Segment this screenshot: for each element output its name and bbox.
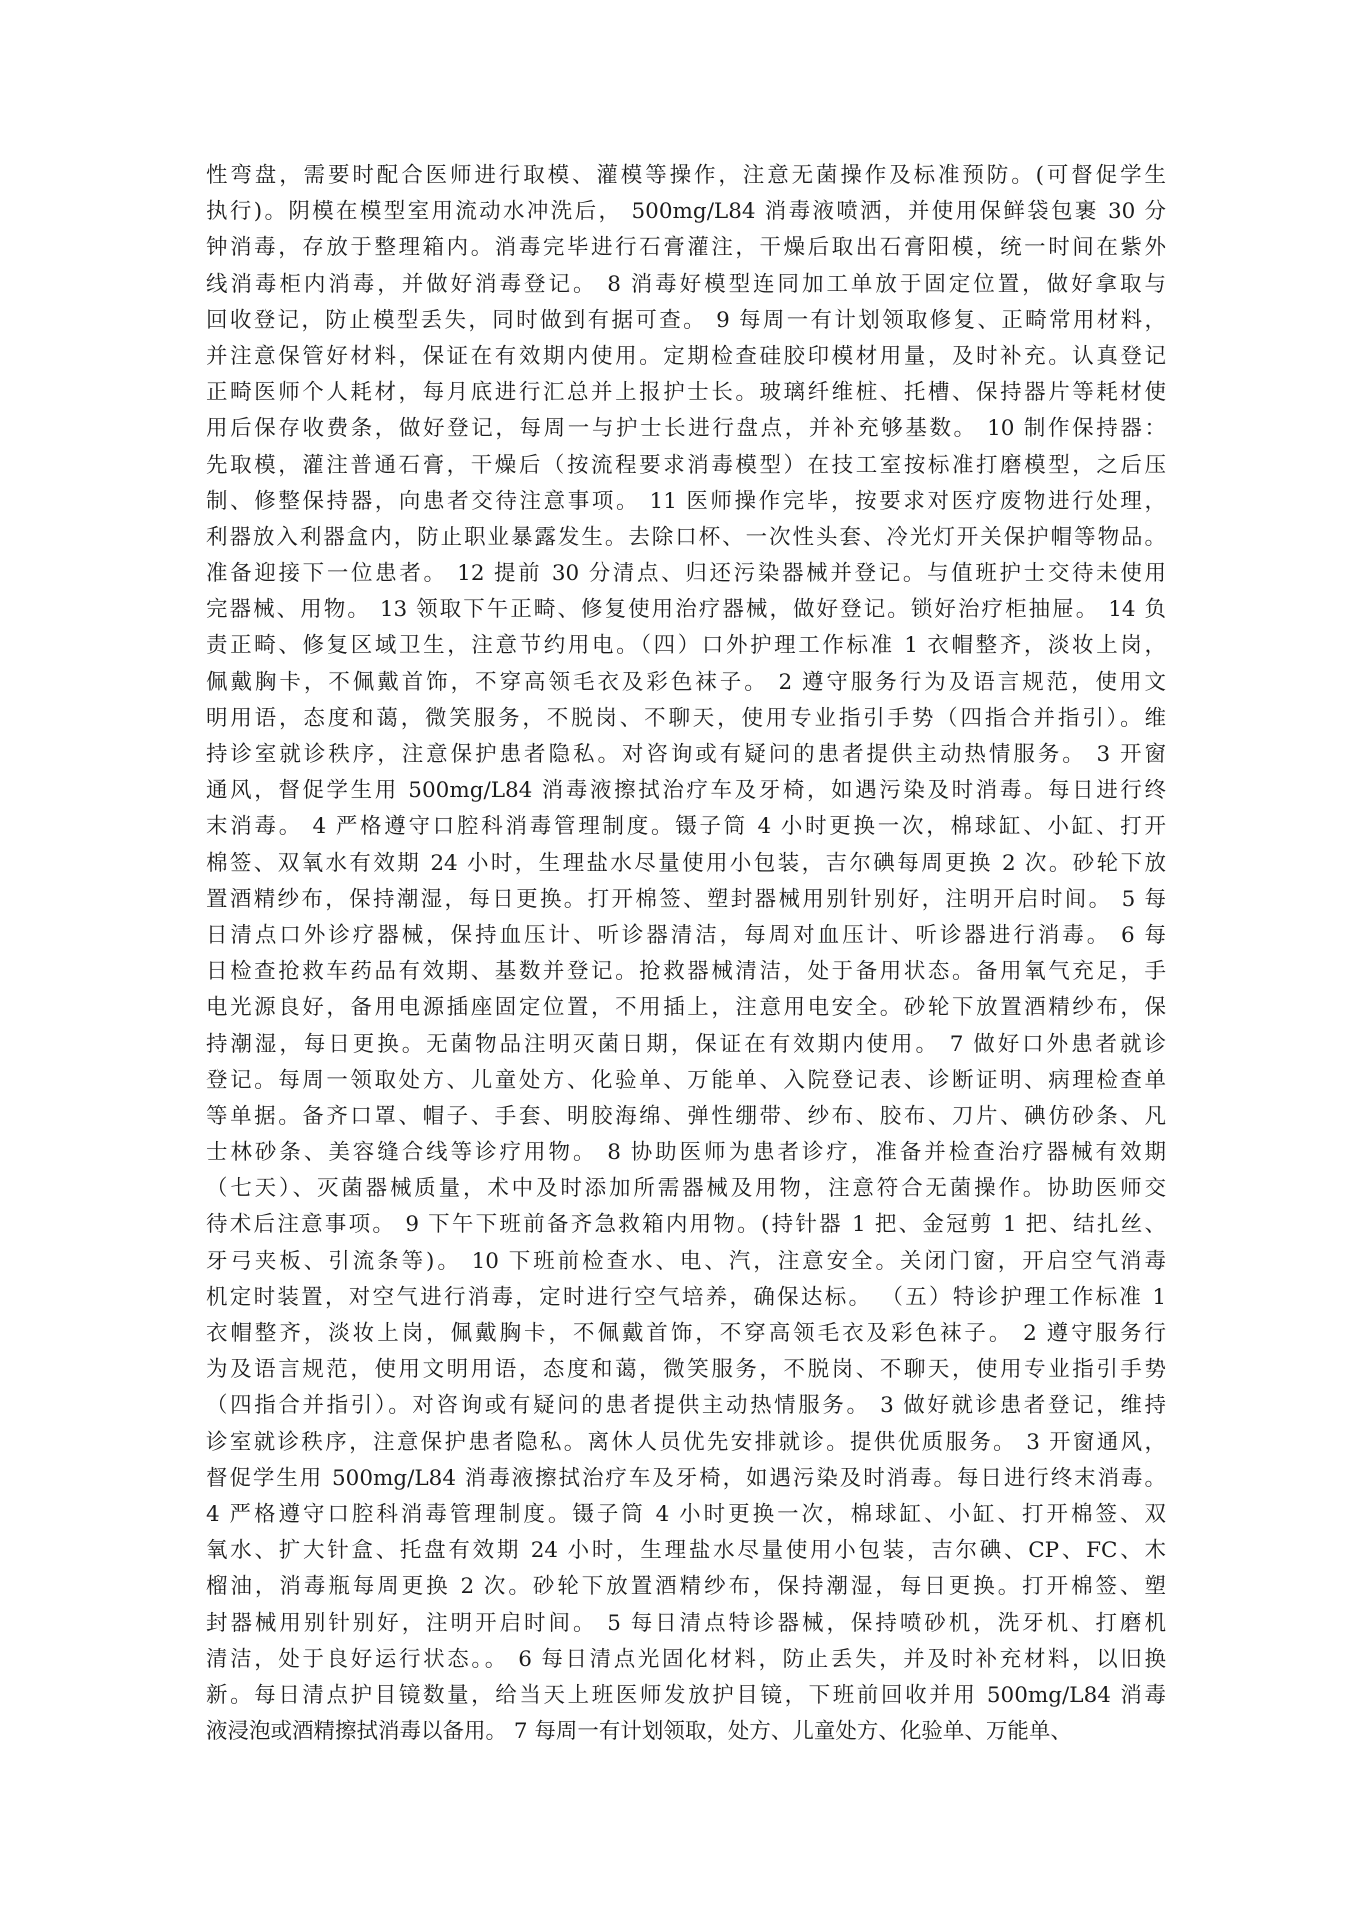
text-line: 日清点口外诊疗器械，保持血压计、听诊器清洁，每周对血压计、听诊器进行消毒。 6 每 bbox=[206, 922, 1166, 948]
body-text bbox=[206, 158, 1166, 1750]
text-line: 登记。每周一领取处方、儿童处方、化验单、万能单、入院登记表、诊断证明、病理检查单 bbox=[206, 1067, 1166, 1093]
text-line: 用后保存收费条，做好登记，每周一与护士长进行盘点，并补充够基数。 10 制作保持器： bbox=[206, 416, 1166, 442]
text-line: 置酒精纱布，保持潮湿，每日更换。打开棉签、塑封器械用别针别好，注明开启时间。 5 每 bbox=[206, 886, 1166, 912]
text-line: 制、修整保持器，向患者交待注意事项。 11 医师操作完毕，按要求对医疗废物进行处理， bbox=[206, 488, 1166, 514]
text-line: 日检查抢救车药品有效期、基数并登记。抢救器械清洁，处于备用状态。备用氧气充足，手 bbox=[206, 959, 1166, 985]
text-line: （七天）、灭菌器械质量，术中及时添加所需器械及用物，注意符合无菌操作。协助医师交 bbox=[206, 1176, 1166, 1202]
text-line: 诊室就诊秩序，注意保护患者隐私。离休人员优先安排就诊。提供优质服务。 3 开窗通风， bbox=[206, 1429, 1166, 1455]
text-line: 先取模，灌注普通石膏，干燥后（按流程要求消毒模型）在技工室按标准打磨模型，之后压 bbox=[206, 452, 1166, 478]
text-line: 并注意保管好材料，保证在有效期内使用。定期检查硅胶印模材用量，及时补充。认真登记 bbox=[206, 343, 1166, 369]
text-line: （四指合并指引）。对咨询或有疑问的患者提供主动热情服务。 3 做好就诊患者登记，维持 bbox=[206, 1393, 1166, 1419]
text-line: 佩戴胸卡，不佩戴首饰，不穿高领毛衣及彩色袜子。 2 遵守服务行为及语言规范，使用文 bbox=[206, 669, 1166, 695]
text-line: 执行)。阴模在模型室用流动水冲洗后， 500mg/L84 消毒液喷洒，并使用保鲜袋包裹 30 分 bbox=[206, 199, 1166, 225]
text-line: 性弯盘，需要时配合医师进行取模、灌模等操作，注意无菌操作及标准预防。(可督促学生 bbox=[206, 163, 1166, 188]
text-line: 通风，督促学生用 500mg/L84 消毒液擦拭治疗车及牙椅，如遇污染及时消毒。每日进行终 bbox=[206, 778, 1166, 804]
text-line: 榴油，消毒瓶每周更换 2 次。砂轮下放置酒精纱布，保持潮湿，每日更换。打开棉签、塑 bbox=[206, 1574, 1166, 1600]
text-line: 准备迎接下一位患者。 12 提前 30 分清点、归还污染器械并登记。与值班护士交待未使用 bbox=[206, 561, 1166, 587]
text-line: 牙弓夹板、引流条等)。 10 下班前检查水、电、汽，注意安全。关闭门窗，开启空气消毒 bbox=[206, 1248, 1166, 1274]
text-line: 封器械用别针别好，注明开启时间。 5 每日清点特诊器械，保持喷砂机，洗牙机、打磨机 bbox=[206, 1610, 1166, 1636]
text-line: 衣帽整齐，淡妆上岗，佩戴胸卡，不佩戴首饰，不穿高领毛衣及彩色袜子。 2 遵守服务行 bbox=[206, 1321, 1166, 1346]
text-line: 清洁，处于良好运行状态。。 6 每日清点光固化材料，防止丢失，并及时补充材料，以旧换 bbox=[206, 1646, 1166, 1672]
text-line: 持潮湿，每日更换。无菌物品注明灭菌日期，保证在有效期内使用。 7 做好口外患者就诊 bbox=[206, 1031, 1166, 1057]
text-line: 线消毒柜内消毒，并做好消毒登记。 8 消毒好模型连同加工单放于固定位置，做好拿取与 bbox=[206, 271, 1166, 297]
text-line: 棉签、双氧水有效期 24 小时，生理盐水尽量使用小包装，吉尔碘每周更换 2 次。砂轮下放 bbox=[206, 850, 1166, 876]
text-line: 责正畸、修复区域卫生，注意节约用电。（四）口外护理工作标准 1 衣帽整齐，淡妆上岗， bbox=[206, 633, 1166, 659]
text-line: 完器械、用物。 13 领取下午正畸、修复使用治疗器械，做好登记。锁好治疗柜抽屉。 14 负 bbox=[206, 597, 1166, 623]
text-line: 督促学生用 500mg/L84 消毒液擦拭治疗车及牙椅，如遇污染及时消毒。每日进行终末消毒。 bbox=[206, 1465, 1166, 1491]
text-line: 明用语，态度和蔼，微笑服务，不脱岗、不聊天，使用专业指引手势（四指合并指引）。维 bbox=[206, 705, 1166, 731]
text-line: 利器放入利器盒内，防止职业暴露发生。去除口杯、一次性头套、冷光灯开关保护帽等物品。 bbox=[206, 524, 1166, 550]
text-line: 待术后注意事项。 9 下午下班前备齐急救箱内用物。(持针器 1 把、金冠剪 1 把、结扎丝、 bbox=[206, 1212, 1166, 1238]
text-line: 钟消毒，存放于整理箱内。消毒完毕进行石膏灌注，干燥后取出石膏阳模，统一时间在紫外 bbox=[206, 235, 1166, 261]
text-line: 为及语言规范，使用文明用语，态度和蔼，微笑服务，不脱岗、不聊天，使用专业指引手势 bbox=[206, 1357, 1166, 1383]
text-line: 士林砂条、美容缝合线等诊疗用物。 8 协助医师为患者诊疗，准备并检查治疗器械有效期 bbox=[206, 1140, 1166, 1166]
text-line: 电光源良好，备用电源插座固定位置，不用插上，注意用电安全。砂轮下放置酒精纱布，保 bbox=[206, 995, 1166, 1021]
text-line: 新。每日清点护目镜数量，给当天上班医师发放护目镜，下班前回收并用 500mg/L84 消毒 bbox=[206, 1682, 1166, 1708]
text-line: 回收登记，防止模型丢失，同时做到有据可查。 9 每周一有计划领取修复、正畸常用材料， bbox=[206, 307, 1166, 333]
text-line: 正畸医师个人耗材，每月底进行汇总并上报护士长。玻璃纤维桩、托槽、保持器片等耗材使 bbox=[206, 380, 1166, 406]
text-line: 末消毒。 4 严格遵守口腔科消毒管理制度。镊子筒 4 小时更换一次，棉球缸、小缸、打开 bbox=[206, 814, 1166, 840]
text-line: 机定时装置，对空气进行消毒，定时进行空气培养，确保达标。 （五）特诊护理工作标准 1 bbox=[206, 1284, 1166, 1310]
text-line: 持诊室就诊秩序，注意保护患者隐私。对咨询或有疑问的患者提供主动热情服务。 3 开窗 bbox=[206, 742, 1166, 767]
text-line: 液浸泡或酒精擦拭消毒以备用。 7 每周一有计划领取，处方、儿童处方、化验单、万能单、 bbox=[206, 1719, 1072, 1745]
text-line: 4 严格遵守口腔科消毒管理制度。镊子筒 4 小时更换一次，棉球缸、小缸、打开棉签、双 bbox=[206, 1501, 1166, 1527]
text-line: 氧水、扩大针盒、托盘有效期 24 小时，生理盐水尽量使用小包装，吉尔碘、CP、FC、木 bbox=[206, 1538, 1166, 1564]
text-line: 等单据。备齐口罩、帽子、手套、明胶海绵、弹性绷带、纱布、胶布、刀片、碘仿砂条、凡 bbox=[206, 1103, 1166, 1129]
